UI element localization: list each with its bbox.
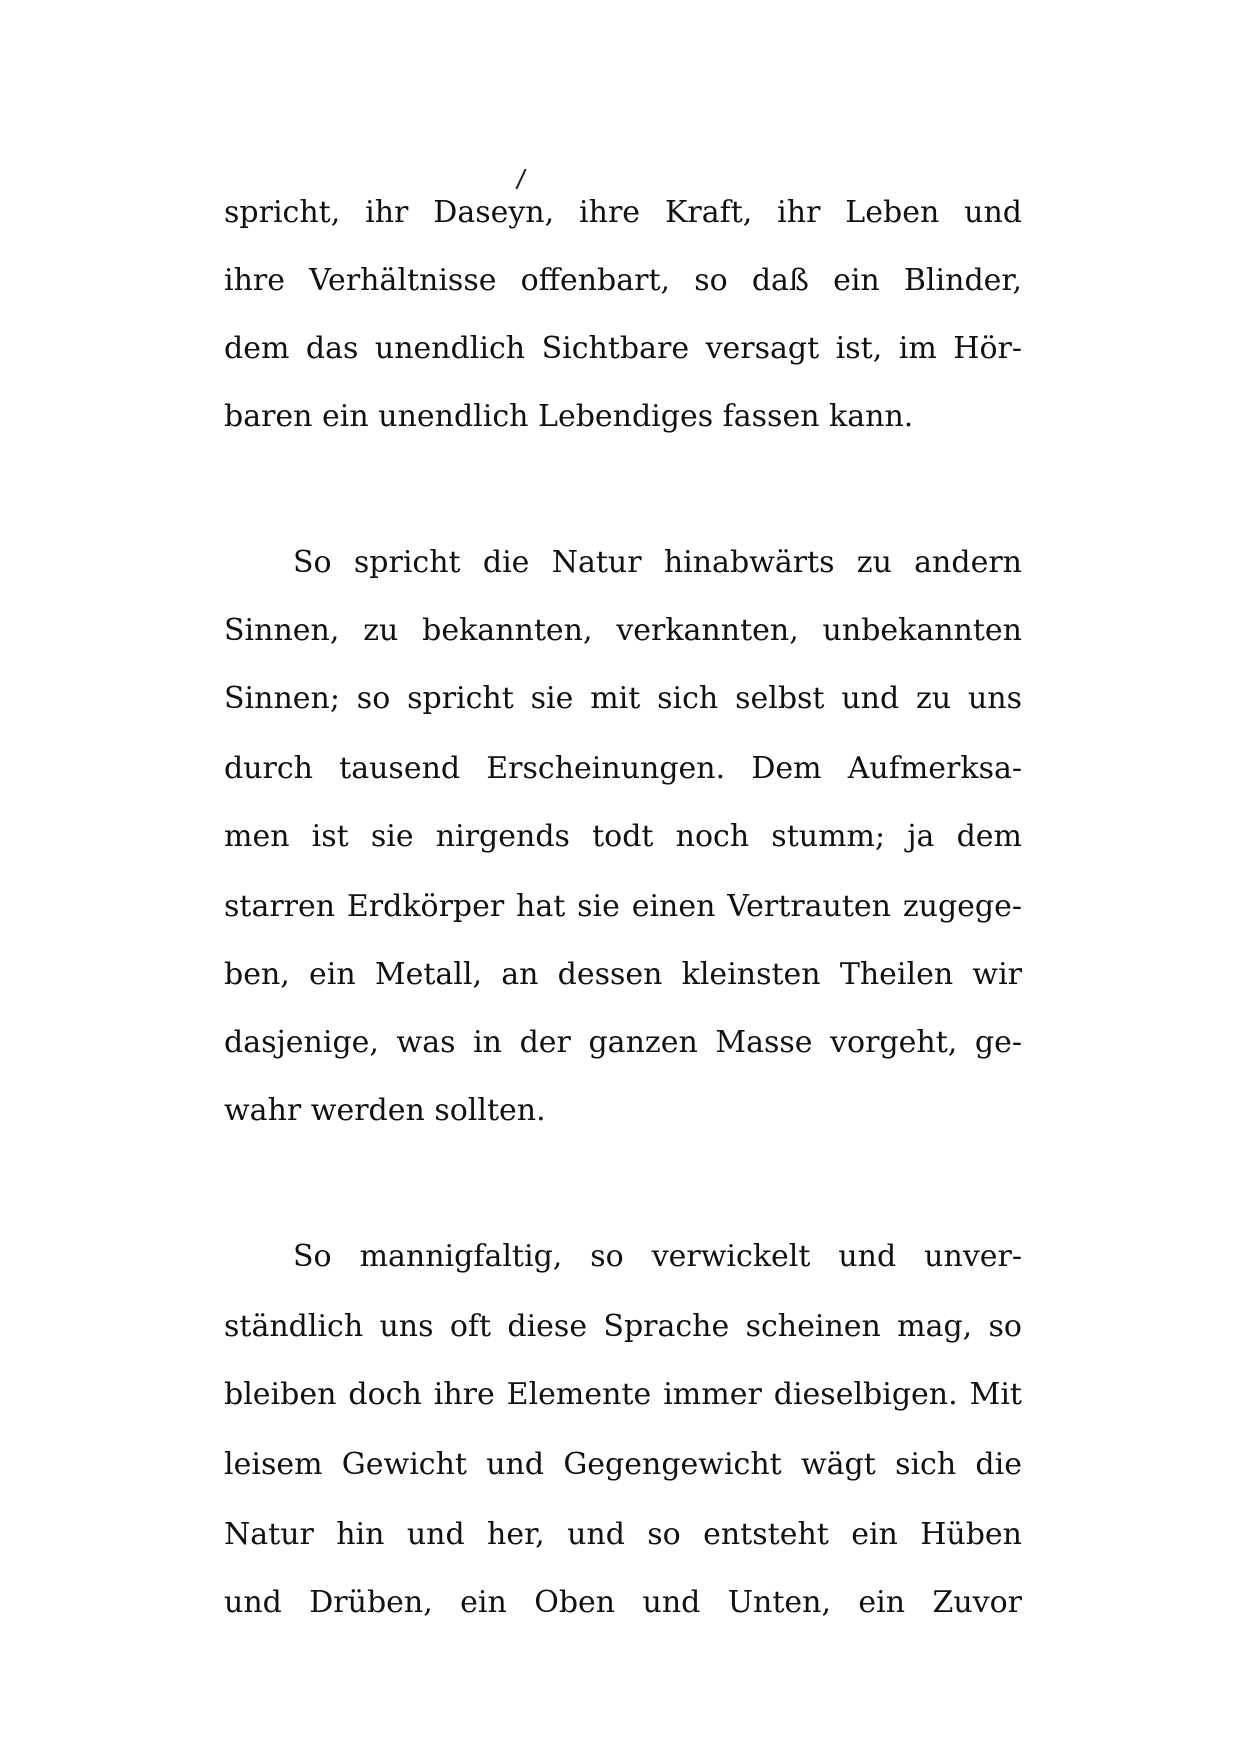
text-line: ben, ein Metall, an dessen kleinsten Theilen wir	[224, 957, 1022, 992]
text-line: Sinnen, zu bekannten, verkannten, unbekannten	[224, 613, 1022, 648]
text-line: wahr werden sollten.	[224, 1093, 546, 1128]
text-line: ständlich uns oft diese Sprache scheinen mag, so	[224, 1309, 1022, 1344]
text-line: spricht, ihr Daseyn, ihre Kraft, ihr Leben und	[224, 195, 1022, 230]
text-line: dem das unendlich Sichtbare versagt ist, im Hör-	[224, 331, 1022, 366]
text-line: Sinnen; so spricht sie mit sich selbst und zu uns	[224, 681, 1022, 716]
text-line: starren Erdkörper hat sie einen Vertrauten zugege-	[224, 889, 1022, 924]
text-line: baren ein unendlich Lebendiges fassen kann.	[224, 399, 914, 434]
text-line: Natur hin und her, und so entsteht ein Hüben	[224, 1517, 1022, 1552]
text-line: und Drüben, ein Oben und Unten, ein Zuvor	[224, 1585, 1022, 1620]
text-line: durch tausend Erscheinungen. Dem Aufmerksa-	[224, 751, 1022, 786]
text-line: leisem Gewicht und Gegengewicht wägt sich die	[224, 1447, 1022, 1482]
text-line: ihre Verhältnisse offenbart, so daß ein Blinder,	[224, 263, 1022, 298]
text-line: dasjenige, was in der ganzen Masse vorgeht, ge-	[224, 1025, 1022, 1060]
text-line: So mannigfaltig, so verwickelt und unver-	[293, 1239, 1022, 1274]
pen-mark	[515, 169, 526, 190]
text-line: men ist sie nirgends todt noch stumm; ja dem	[224, 819, 1022, 854]
text-line: bleiben doch ihre Elemente immer dieselbigen. Mit	[224, 1377, 1022, 1412]
text-line: So spricht die Natur hinabwärts zu andern	[293, 545, 1022, 580]
